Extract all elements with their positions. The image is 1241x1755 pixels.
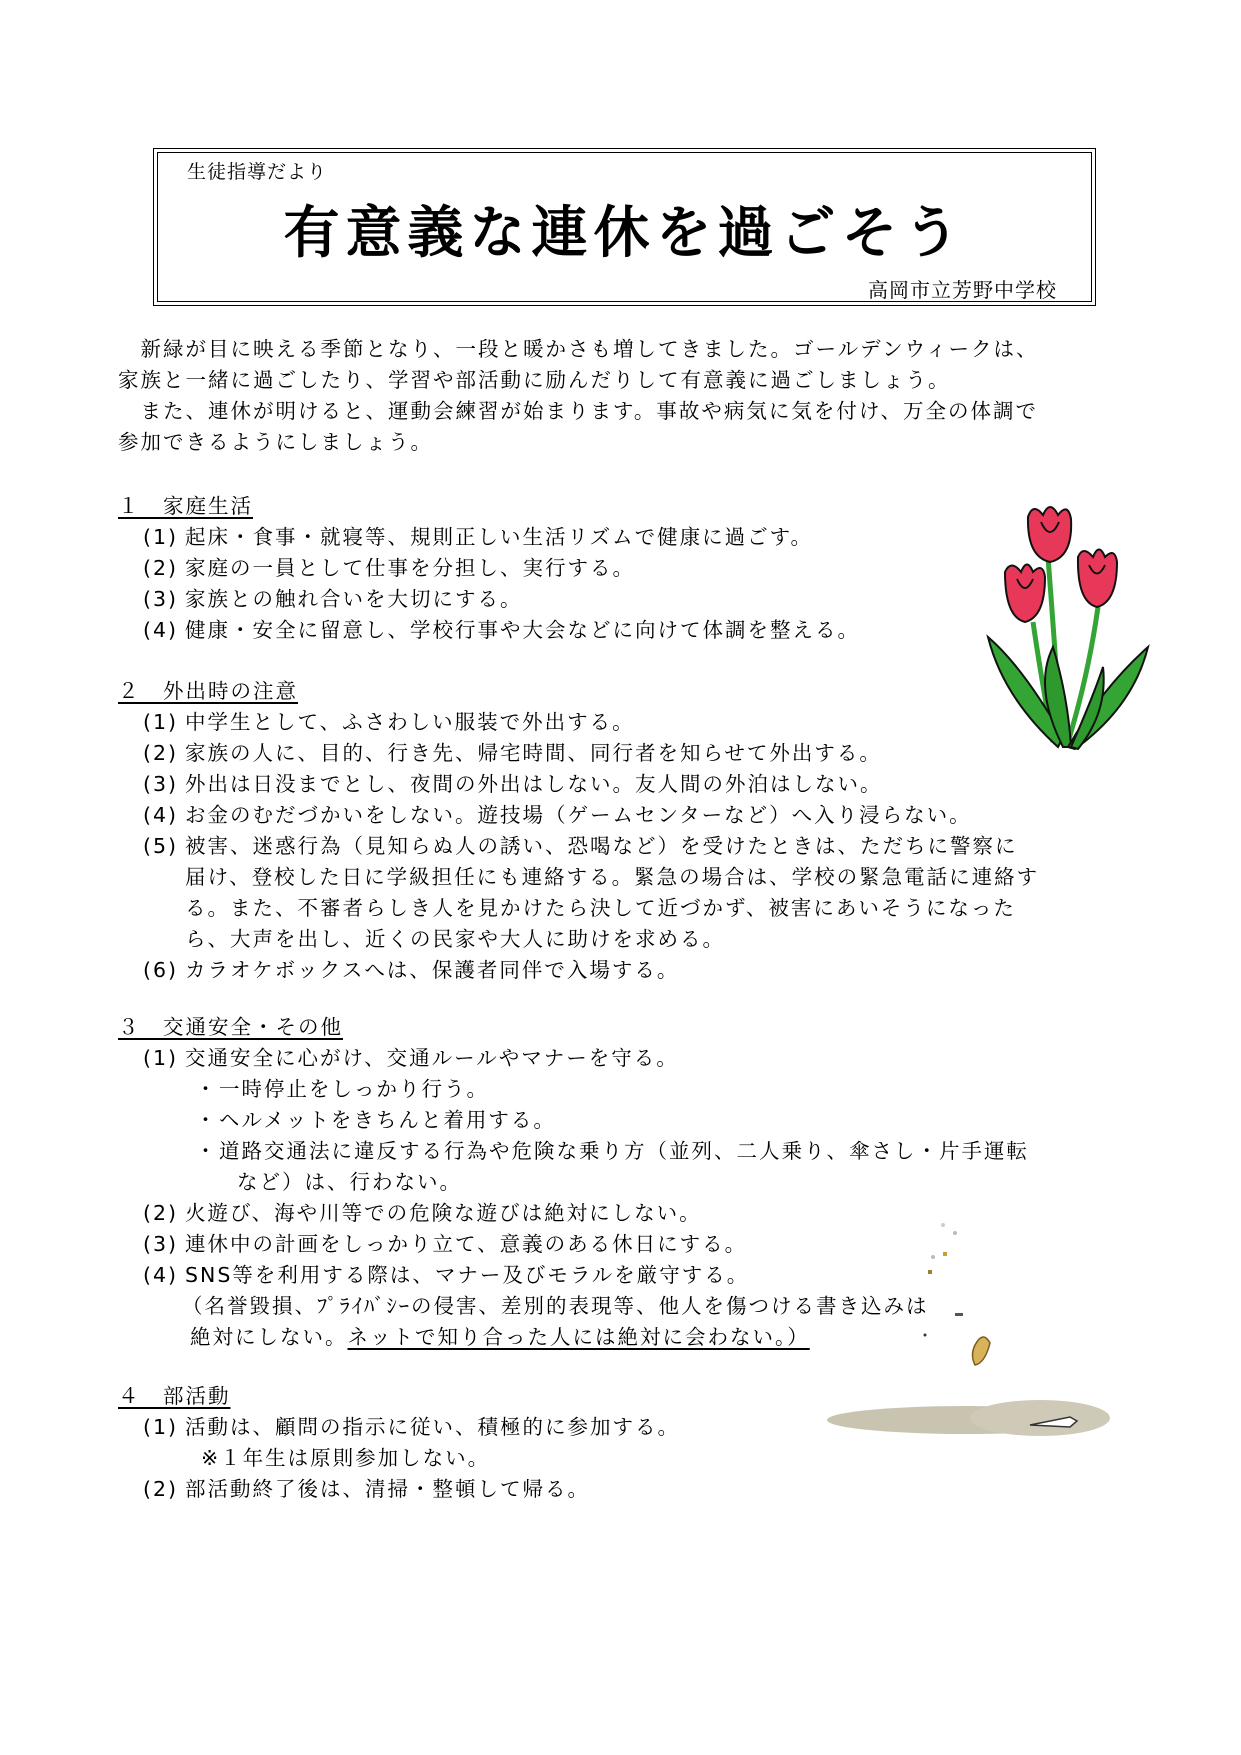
- intro-line: 新緑が目に映える季節となり、一段と暖かさも増してきました。ゴールデンウィークは、: [118, 337, 1039, 361]
- bullet-mark: ・: [195, 1139, 218, 1163]
- note-plain-text: 絶対にしない。: [190, 1325, 348, 1349]
- bullet-mark: ・: [195, 1108, 218, 1132]
- bullet-text: 道路交通法に違反する行為や危険な乗り方（並列、二人乗り、傘さし・片手運転: [219, 1139, 1029, 1163]
- bullet-mark: ・: [195, 1077, 218, 1101]
- item-number: (5): [143, 834, 179, 858]
- series-label: 生徒指導だより: [187, 161, 328, 183]
- item-number: (2): [143, 556, 179, 580]
- item-number: (4): [143, 803, 179, 827]
- list-item: [118, 707, 1039, 738]
- list-item: [118, 1474, 680, 1505]
- item-text: 家族の人に、目的、行き先、帰宅時間、同行者を知らせて外出する。: [185, 741, 882, 765]
- list-item: [118, 1043, 1029, 1074]
- item-text: 部活動終了後は、清掃・整頓して帰る。: [185, 1477, 590, 1501]
- section-club-activities: [118, 1381, 680, 1505]
- section-heading: ４ 部活動: [118, 1384, 231, 1408]
- list-item: [118, 1412, 680, 1443]
- page-title: 有意義な連休を過ごそう: [283, 201, 966, 266]
- list-item: [118, 553, 860, 584]
- item-number: (1): [143, 710, 179, 734]
- intro-paragraphs: [118, 334, 1038, 458]
- section-heading: １ 家庭生活: [118, 494, 253, 518]
- item-text: お金のむだづかいをしない。遊技場（ゲームセンターなど）へ入り浸らない。: [185, 803, 972, 827]
- item-number: (2): [143, 1477, 179, 1501]
- note-line: （名誉毀損、ﾌﾟﾗｲﾊﾞｼｰの侵害、差別的表現等、他人を傷つける書き込みは: [182, 1294, 929, 1318]
- sub-note: ※１年生は原則参加しない。: [201, 1446, 491, 1470]
- item-line: ら、大声を出し、近くの民家や大人に助けを求める。: [185, 927, 725, 951]
- list-item: [118, 584, 860, 615]
- item-text: SNS等を利用する際は、マナー及びモラルを厳守する。: [185, 1263, 750, 1287]
- item-number: (3): [143, 1232, 179, 1256]
- note-underlined-text: ネットで知り合った人には絶対に会わない。）: [347, 1325, 810, 1349]
- list-item: [118, 769, 1039, 800]
- section-heading: ３ 交通安全・その他: [118, 1015, 343, 1039]
- list-item: [118, 831, 1039, 955]
- item-number: (1): [143, 525, 179, 549]
- bullet-item: [118, 1136, 1029, 1167]
- item-number: (4): [143, 618, 179, 642]
- list-item: [118, 955, 1039, 986]
- item-number: (1): [143, 1415, 179, 1439]
- bullet-text: など）は、行わない。: [237, 1170, 462, 1194]
- item-line: る。また、不審者らしき人を見かけたら決して近づかず、被害にあいそうになった: [185, 896, 1016, 920]
- intro-line: また、連休が明けると、運動会練習が始まります。事故や病気に気を付け、万全の体調で: [118, 399, 1039, 423]
- item-text: 健康・安全に留意し、学校行事や大会などに向けて体調を整える。: [185, 618, 860, 642]
- item-text: 中学生として、ふさわしい服装で外出する。: [185, 710, 635, 734]
- item-text: カラオケボックスへは、保護者同伴で入場する。: [185, 958, 680, 982]
- bullet-continuation: [118, 1167, 1029, 1198]
- item-text: 火遊び、海や川等での危険な遊びは絶対にしない。: [185, 1201, 702, 1225]
- intro-line: 参加できるようにしましょう。: [118, 430, 433, 454]
- item-text: 起床・食事・就寝等、規則正しい生活リズムで健康に過ごす。: [185, 525, 813, 549]
- item-text: 外出は日没までとし、夜間の外出はしない。友人間の外泊はしない。: [185, 772, 883, 796]
- ground-illustration: [825, 1205, 1115, 1440]
- item-number: (3): [143, 587, 179, 611]
- bullet-text: ヘルメットをきちんと着用する。: [219, 1108, 556, 1132]
- item-number: (6): [143, 958, 179, 982]
- bullet-item: [118, 1074, 1029, 1105]
- list-item: [118, 800, 1039, 831]
- item-number: (2): [143, 741, 179, 765]
- item-text: 家族との触れ合いを大切にする。: [185, 587, 523, 611]
- section-going-out: [118, 676, 1039, 986]
- tulip-illustration: [983, 497, 1153, 752]
- intro-line: 家族と一緒に過ごしたり、学習や部活動に励んだりして有意義に過ごしましょう。: [118, 368, 951, 392]
- list-item: [118, 615, 860, 646]
- list-item: [118, 738, 1039, 769]
- bullet-item: [118, 1105, 1029, 1136]
- item-number: (4): [143, 1263, 179, 1287]
- item-text: 家庭の一員として仕事を分担し、実行する。: [185, 556, 635, 580]
- item-line: 被害、迷惑行為（見知らぬ人の誘い、恐喝など）を受けたときは、ただちに警察に: [185, 834, 1018, 858]
- item-text-multiline: [185, 831, 1039, 955]
- school-name: 高岡市立芳野中学校: [868, 278, 1057, 302]
- item-line: 届け、登校した日に学級担任にも連絡する。緊急の場合は、学校の緊急電話に連絡す: [185, 865, 1040, 889]
- section-heading: ２ 外出時の注意: [118, 679, 298, 703]
- bullet-text: 一時停止をしっかり行う。: [219, 1077, 489, 1101]
- item-number: (2): [143, 1201, 179, 1225]
- list-item: [118, 522, 860, 553]
- item-text: 交通安全に心がけ、交通ルールやマナーを守る。: [185, 1046, 679, 1070]
- item-number: (1): [143, 1046, 179, 1070]
- header-box: [153, 148, 1096, 306]
- item-number: (3): [143, 772, 179, 796]
- section-home-life: [118, 491, 860, 646]
- item-text: 連休中の計画をしっかり立て、意義のある休日にする。: [185, 1232, 748, 1256]
- item-text: 活動は、顧問の指示に従い、積極的に参加する。: [185, 1415, 680, 1439]
